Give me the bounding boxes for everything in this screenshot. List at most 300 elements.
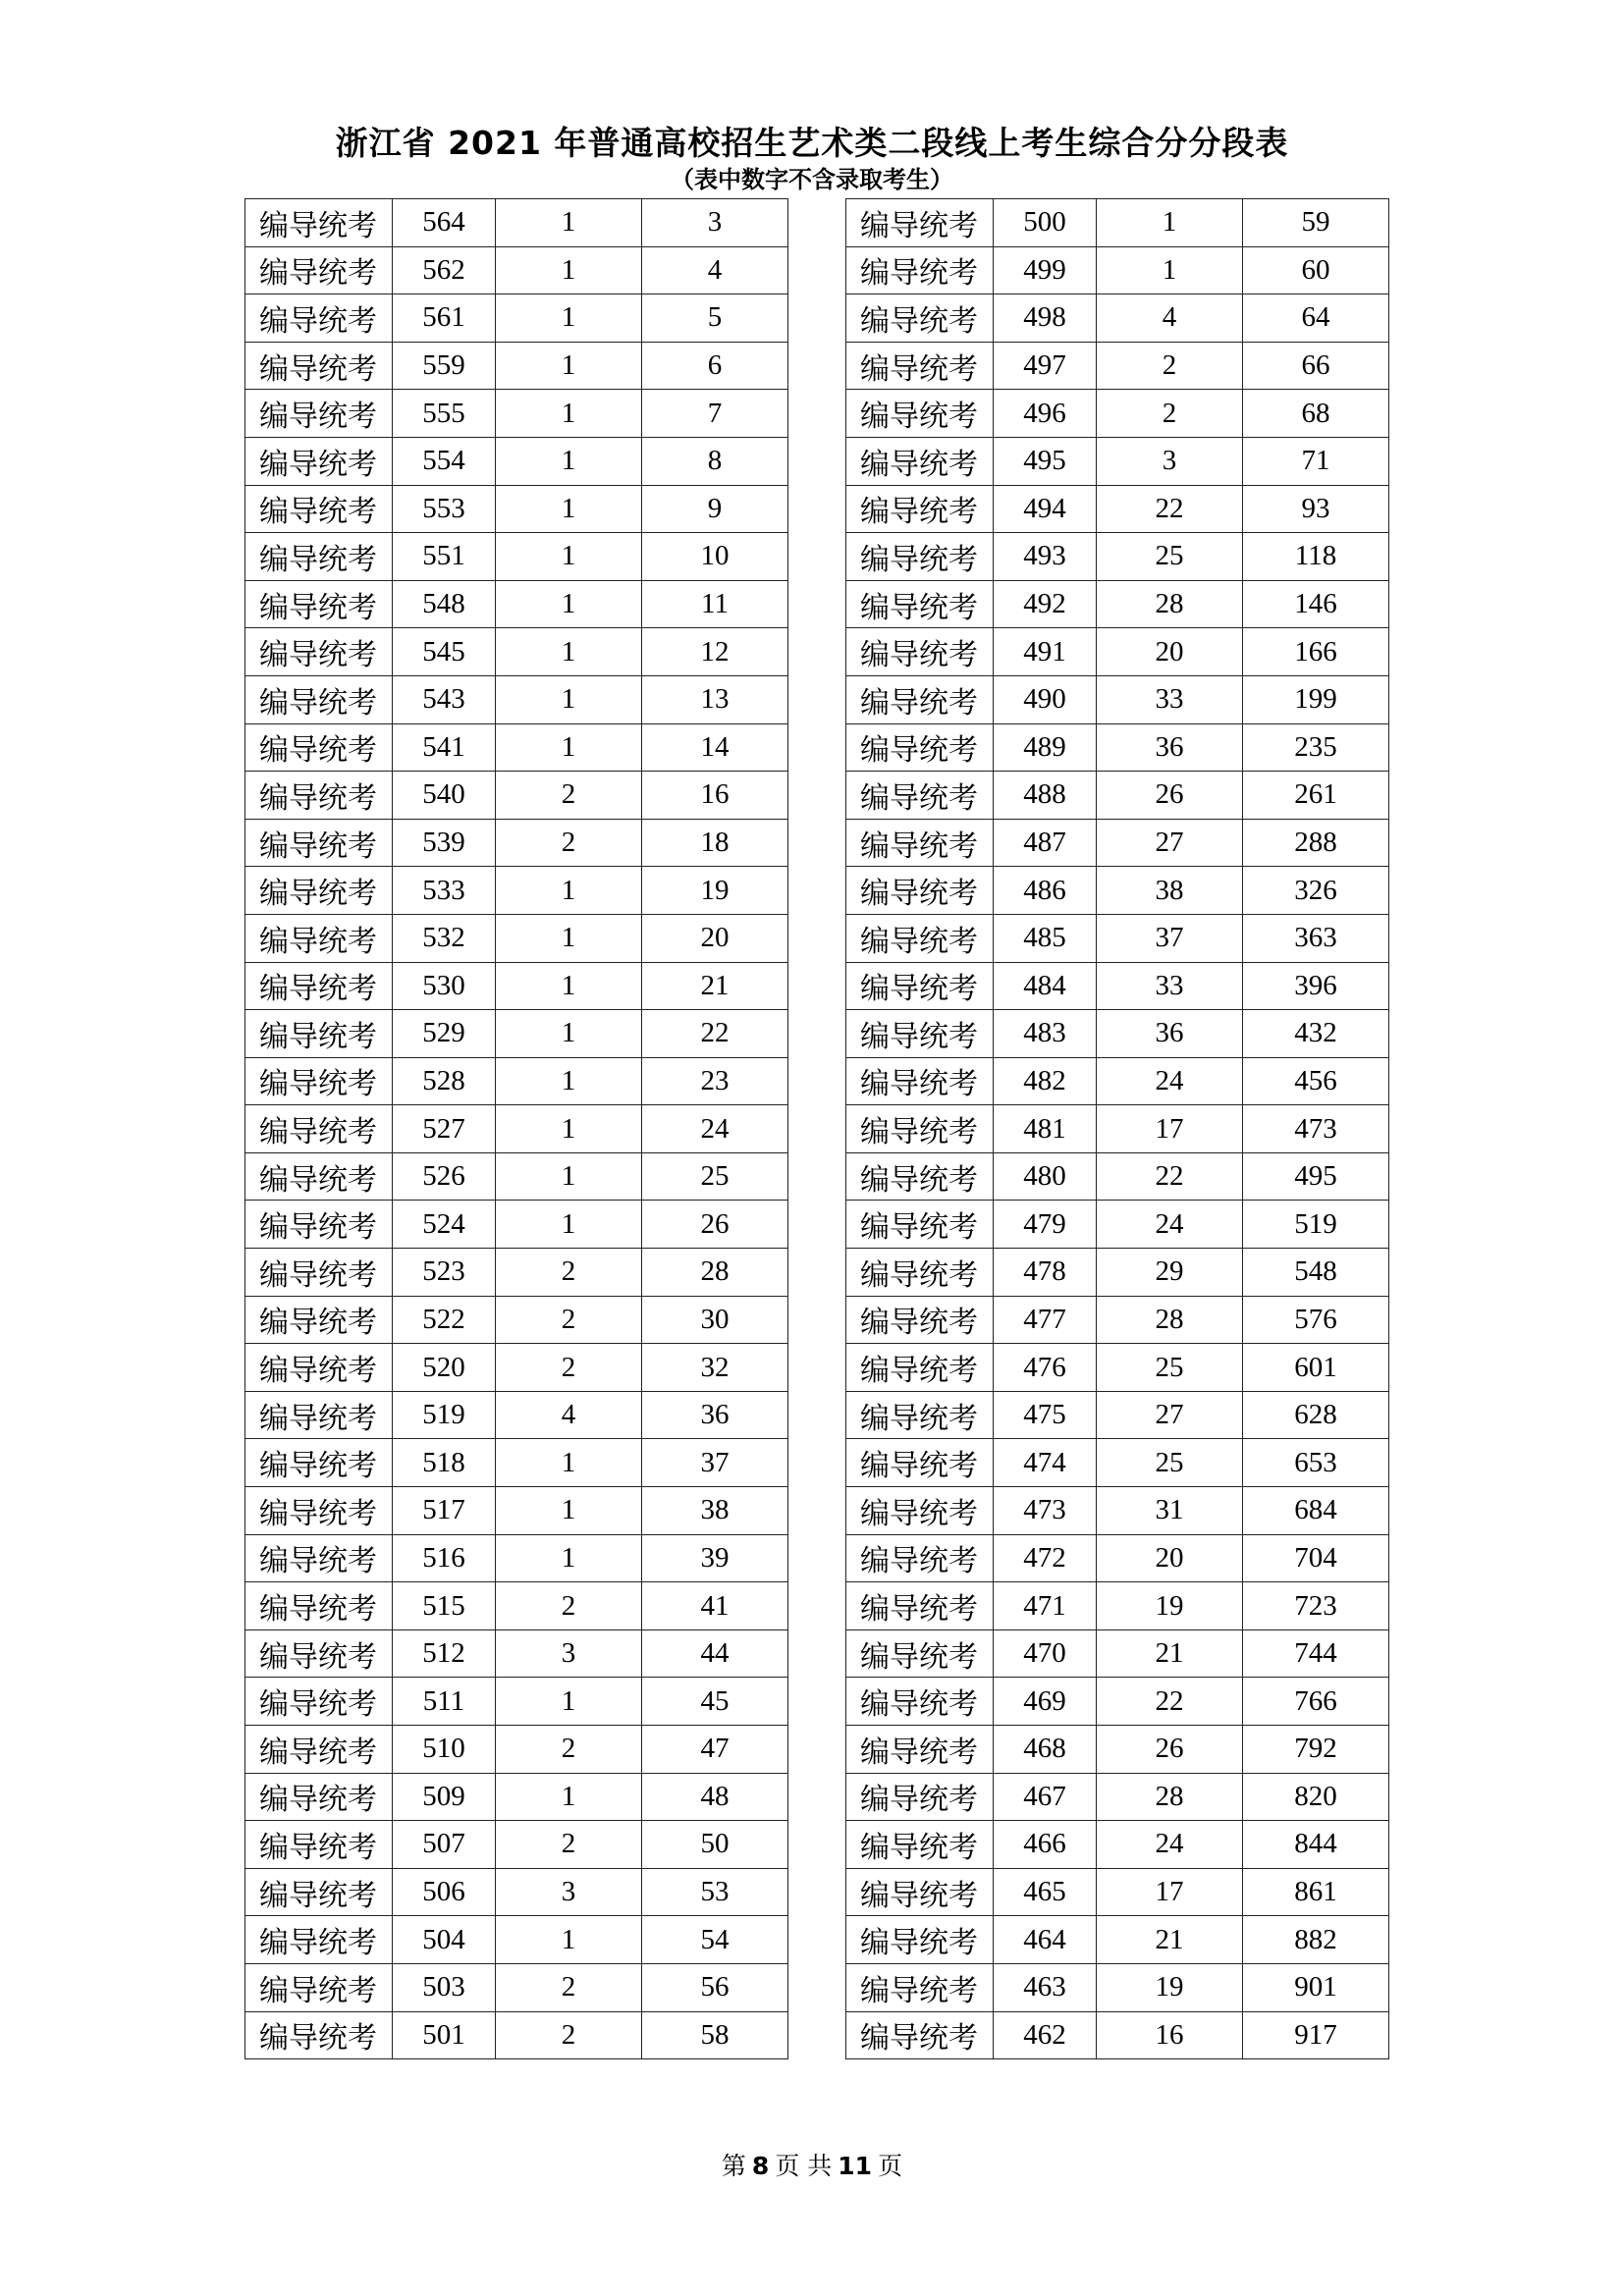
count-cell: 2 xyxy=(496,1821,642,1869)
category-cell: 编导统考 xyxy=(846,342,994,390)
count-cell: 1 xyxy=(496,962,642,1010)
table-row xyxy=(245,1629,788,1678)
cumulative-cell: 39 xyxy=(642,1534,788,1582)
score-cell: 543 xyxy=(393,675,496,723)
cumulative-cell: 146 xyxy=(1243,580,1389,628)
table-row xyxy=(846,819,1389,867)
score-cell: 553 xyxy=(393,485,496,533)
category-cell: 编导统考 xyxy=(846,1678,994,1726)
table-row xyxy=(245,437,788,485)
table-row xyxy=(245,1439,788,1487)
cumulative-cell: 58 xyxy=(642,2011,788,2059)
table-row xyxy=(245,1821,788,1869)
count-cell: 1 xyxy=(496,914,642,962)
count-cell: 31 xyxy=(1097,1487,1243,1535)
table-row xyxy=(245,819,788,867)
score-cell: 496 xyxy=(994,390,1097,438)
cumulative-cell: 11 xyxy=(642,580,788,628)
table-row xyxy=(846,1105,1389,1153)
category-cell: 编导统考 xyxy=(245,1582,393,1630)
score-cell: 484 xyxy=(994,962,1097,1010)
category-cell: 编导统考 xyxy=(846,675,994,723)
cumulative-cell: 684 xyxy=(1243,1487,1389,1535)
count-cell: 3 xyxy=(496,1629,642,1678)
table-row xyxy=(245,723,788,772)
score-cell: 494 xyxy=(994,485,1097,533)
count-cell: 29 xyxy=(1097,1249,1243,1297)
category-cell: 编导统考 xyxy=(245,1296,393,1344)
cumulative-cell: 12 xyxy=(642,628,788,676)
score-cell: 497 xyxy=(994,342,1097,390)
count-cell: 2 xyxy=(496,1582,642,1630)
score-cell: 470 xyxy=(994,1629,1097,1678)
table-row xyxy=(846,246,1389,294)
count-cell: 1 xyxy=(496,1439,642,1487)
category-cell: 编导统考 xyxy=(846,1726,994,1774)
score-cell: 510 xyxy=(393,1726,496,1774)
category-cell: 编导统考 xyxy=(846,2011,994,2059)
cumulative-cell: 473 xyxy=(1243,1105,1389,1153)
cumulative-cell: 199 xyxy=(1243,675,1389,723)
category-cell: 编导统考 xyxy=(846,1773,994,1821)
table-row xyxy=(846,1391,1389,1439)
table-row xyxy=(846,867,1389,915)
score-cell: 507 xyxy=(393,1821,496,1869)
category-cell: 编导统考 xyxy=(245,1391,393,1439)
score-cell: 498 xyxy=(994,294,1097,343)
category-cell: 编导统考 xyxy=(245,390,393,438)
score-cell: 493 xyxy=(994,533,1097,581)
score-cell: 518 xyxy=(393,1439,496,1487)
table-row xyxy=(846,1534,1389,1582)
cumulative-cell: 66 xyxy=(1243,342,1389,390)
score-cell: 511 xyxy=(393,1678,496,1726)
score-cell: 529 xyxy=(393,1010,496,1058)
cumulative-cell: 628 xyxy=(1243,1391,1389,1439)
count-cell: 25 xyxy=(1097,1439,1243,1487)
score-cell: 548 xyxy=(393,580,496,628)
category-cell: 编导统考 xyxy=(846,1916,994,1964)
category-cell: 编导统考 xyxy=(846,1629,994,1678)
cumulative-cell: 53 xyxy=(642,1868,788,1916)
cumulative-cell: 9 xyxy=(642,485,788,533)
count-cell: 1 xyxy=(496,1678,642,1726)
count-cell: 33 xyxy=(1097,962,1243,1010)
category-cell: 编导统考 xyxy=(846,628,994,676)
page-title: 浙江省 2021 年普通高校招生艺术类二段线上考生综合分分段表 xyxy=(335,124,1289,162)
score-cell: 472 xyxy=(994,1534,1097,1582)
count-cell: 1 xyxy=(496,1105,642,1153)
category-cell: 编导统考 xyxy=(245,867,393,915)
count-cell: 16 xyxy=(1097,2011,1243,2059)
table-row xyxy=(245,1105,788,1153)
count-cell: 20 xyxy=(1097,628,1243,676)
count-cell: 1 xyxy=(496,485,642,533)
category-cell: 编导统考 xyxy=(245,914,393,962)
count-cell: 24 xyxy=(1097,1057,1243,1105)
count-cell: 2 xyxy=(496,772,642,820)
cumulative-cell: 59 xyxy=(1243,199,1389,247)
score-cell: 506 xyxy=(393,1868,496,1916)
count-cell: 1 xyxy=(496,1487,642,1535)
cumulative-cell: 10 xyxy=(642,533,788,581)
score-cell: 519 xyxy=(393,1391,496,1439)
count-cell: 21 xyxy=(1097,1629,1243,1678)
table-row xyxy=(245,342,788,390)
score-cell: 499 xyxy=(994,246,1097,294)
count-cell: 1 xyxy=(496,1534,642,1582)
category-cell: 编导统考 xyxy=(245,772,393,820)
category-cell: 编导统考 xyxy=(245,437,393,485)
category-cell: 编导统考 xyxy=(245,1487,393,1535)
table-row xyxy=(846,1344,1389,1392)
category-cell: 编导统考 xyxy=(245,1916,393,1964)
score-cell: 527 xyxy=(393,1105,496,1153)
score-cell: 469 xyxy=(994,1678,1097,1726)
score-cell: 512 xyxy=(393,1629,496,1678)
table-row xyxy=(245,580,788,628)
category-cell: 编导统考 xyxy=(245,294,393,343)
cumulative-cell: 519 xyxy=(1243,1201,1389,1249)
count-cell: 1 xyxy=(496,246,642,294)
count-cell: 1 xyxy=(496,342,642,390)
table-row xyxy=(846,1629,1389,1678)
cumulative-cell: 495 xyxy=(1243,1152,1389,1201)
table-row xyxy=(846,437,1389,485)
cumulative-cell: 766 xyxy=(1243,1678,1389,1726)
score-cell: 524 xyxy=(393,1201,496,1249)
category-cell: 编导统考 xyxy=(846,1963,994,2011)
cumulative-cell: 60 xyxy=(1243,246,1389,294)
score-cell: 523 xyxy=(393,1249,496,1297)
count-cell: 2 xyxy=(496,1296,642,1344)
table-row xyxy=(245,1249,788,1297)
category-cell: 编导统考 xyxy=(245,819,393,867)
cumulative-cell: 118 xyxy=(1243,533,1389,581)
category-cell: 编导统考 xyxy=(245,1678,393,1726)
category-cell: 编导统考 xyxy=(245,342,393,390)
cumulative-cell: 432 xyxy=(1243,1010,1389,1058)
count-cell: 37 xyxy=(1097,914,1243,962)
score-cell: 540 xyxy=(393,772,496,820)
cumulative-cell: 24 xyxy=(642,1105,788,1153)
category-cell: 编导统考 xyxy=(846,1057,994,1105)
cumulative-cell: 723 xyxy=(1243,1582,1389,1630)
count-cell: 24 xyxy=(1097,1821,1243,1869)
count-cell: 22 xyxy=(1097,1678,1243,1726)
category-cell: 编导统考 xyxy=(245,1010,393,1058)
score-cell: 501 xyxy=(393,2011,496,2059)
category-cell: 编导统考 xyxy=(245,580,393,628)
cumulative-cell: 37 xyxy=(642,1439,788,1487)
table-row xyxy=(846,1963,1389,2011)
category-cell: 编导统考 xyxy=(846,819,994,867)
count-cell: 2 xyxy=(1097,390,1243,438)
cumulative-cell: 28 xyxy=(642,1249,788,1297)
category-cell: 编导统考 xyxy=(245,1821,393,1869)
count-cell: 26 xyxy=(1097,1726,1243,1774)
table-row xyxy=(846,723,1389,772)
cumulative-cell: 8 xyxy=(642,437,788,485)
score-cell: 485 xyxy=(994,914,1097,962)
score-cell: 564 xyxy=(393,199,496,247)
score-cell: 495 xyxy=(994,437,1097,485)
count-cell: 19 xyxy=(1097,1582,1243,1630)
count-cell: 4 xyxy=(496,1391,642,1439)
category-cell: 编导统考 xyxy=(245,1773,393,1821)
category-cell: 编导统考 xyxy=(245,1105,393,1153)
table-row xyxy=(245,1726,788,1774)
score-cell: 562 xyxy=(393,246,496,294)
cumulative-cell: 548 xyxy=(1243,1249,1389,1297)
footer-current-page: 8 xyxy=(751,2152,770,2180)
cumulative-cell: 19 xyxy=(642,867,788,915)
cumulative-cell: 235 xyxy=(1243,723,1389,772)
category-cell: 编导统考 xyxy=(846,914,994,962)
count-cell: 1 xyxy=(496,723,642,772)
cumulative-cell: 26 xyxy=(642,1201,788,1249)
count-cell: 38 xyxy=(1097,867,1243,915)
category-cell: 编导统考 xyxy=(846,390,994,438)
count-cell: 1 xyxy=(496,1057,642,1105)
score-cell: 504 xyxy=(393,1916,496,1964)
table-row xyxy=(245,1010,788,1058)
score-cell: 526 xyxy=(393,1152,496,1201)
category-cell: 编导统考 xyxy=(245,533,393,581)
cumulative-cell: 6 xyxy=(642,342,788,390)
cumulative-cell: 288 xyxy=(1243,819,1389,867)
table-row xyxy=(245,294,788,343)
score-cell: 559 xyxy=(393,342,496,390)
table-row xyxy=(846,1678,1389,1726)
score-cell: 468 xyxy=(994,1726,1097,1774)
table-row xyxy=(846,390,1389,438)
category-cell: 编导统考 xyxy=(846,1296,994,1344)
table-row xyxy=(245,1916,788,1964)
table-row xyxy=(245,914,788,962)
table-row xyxy=(245,246,788,294)
count-cell: 2 xyxy=(496,1344,642,1392)
score-cell: 465 xyxy=(994,1868,1097,1916)
category-cell: 编导统考 xyxy=(846,1868,994,1916)
score-cell: 517 xyxy=(393,1487,496,1535)
table-row xyxy=(245,1344,788,1392)
category-cell: 编导统考 xyxy=(846,1391,994,1439)
count-cell: 27 xyxy=(1097,819,1243,867)
table-row xyxy=(245,772,788,820)
score-cell: 489 xyxy=(994,723,1097,772)
table-row xyxy=(245,1582,788,1630)
score-cell: 474 xyxy=(994,1439,1097,1487)
table-row xyxy=(245,1678,788,1726)
count-cell: 36 xyxy=(1097,723,1243,772)
score-cell: 555 xyxy=(393,390,496,438)
cumulative-cell: 7 xyxy=(642,390,788,438)
table-row xyxy=(245,675,788,723)
category-cell: 编导统考 xyxy=(245,1152,393,1201)
table-row xyxy=(846,1249,1389,1297)
score-cell: 490 xyxy=(994,675,1097,723)
category-cell: 编导统考 xyxy=(245,723,393,772)
table-row xyxy=(846,1821,1389,1869)
cumulative-cell: 844 xyxy=(1243,1821,1389,1869)
cumulative-cell: 5 xyxy=(642,294,788,343)
table-row xyxy=(245,2011,788,2059)
cumulative-cell: 704 xyxy=(1243,1534,1389,1582)
cumulative-cell: 326 xyxy=(1243,867,1389,915)
category-cell: 编导统考 xyxy=(846,772,994,820)
table-row xyxy=(846,1201,1389,1249)
cumulative-cell: 820 xyxy=(1243,1773,1389,1821)
table-row xyxy=(245,390,788,438)
count-cell: 3 xyxy=(1097,437,1243,485)
category-cell: 编导统考 xyxy=(846,533,994,581)
table-row xyxy=(846,1010,1389,1058)
score-cell: 515 xyxy=(393,1582,496,1630)
count-cell: 2 xyxy=(1097,342,1243,390)
count-cell: 36 xyxy=(1097,1010,1243,1058)
count-cell: 28 xyxy=(1097,1773,1243,1821)
category-cell: 编导统考 xyxy=(846,867,994,915)
cumulative-cell: 456 xyxy=(1243,1057,1389,1105)
count-cell: 1 xyxy=(496,867,642,915)
score-cell: 503 xyxy=(393,1963,496,2011)
cumulative-cell: 21 xyxy=(642,962,788,1010)
category-cell: 编导统考 xyxy=(245,1344,393,1392)
category-cell: 编导统考 xyxy=(846,485,994,533)
cumulative-cell: 50 xyxy=(642,1821,788,1869)
category-cell: 编导统考 xyxy=(245,675,393,723)
table-row xyxy=(245,1963,788,2011)
category-cell: 编导统考 xyxy=(245,1534,393,1582)
cumulative-cell: 48 xyxy=(642,1773,788,1821)
category-cell: 编导统考 xyxy=(846,1821,994,1869)
table-row xyxy=(846,914,1389,962)
table-row xyxy=(846,1773,1389,1821)
category-cell: 编导统考 xyxy=(846,199,994,247)
category-cell: 编导统考 xyxy=(245,1629,393,1678)
table-row xyxy=(846,1439,1389,1487)
count-cell: 22 xyxy=(1097,485,1243,533)
category-cell: 编导统考 xyxy=(846,437,994,485)
cumulative-cell: 41 xyxy=(642,1582,788,1630)
score-cell: 551 xyxy=(393,533,496,581)
count-cell: 27 xyxy=(1097,1391,1243,1439)
score-cell: 500 xyxy=(994,199,1097,247)
count-cell: 22 xyxy=(1097,1152,1243,1201)
score-cell: 482 xyxy=(994,1057,1097,1105)
page-subtitle: （表中数字不含录取考生） xyxy=(671,166,953,193)
cumulative-cell: 56 xyxy=(642,1963,788,2011)
category-cell: 编导统考 xyxy=(846,294,994,343)
table-row xyxy=(846,1582,1389,1630)
score-cell: 478 xyxy=(994,1249,1097,1297)
table-row xyxy=(245,533,788,581)
count-cell: 1 xyxy=(1097,199,1243,247)
category-cell: 编导统考 xyxy=(846,1439,994,1487)
category-cell: 编导统考 xyxy=(245,199,393,247)
cumulative-cell: 32 xyxy=(642,1344,788,1392)
category-cell: 编导统考 xyxy=(245,628,393,676)
table-row xyxy=(846,199,1389,247)
cumulative-cell: 14 xyxy=(642,723,788,772)
table-row xyxy=(245,628,788,676)
table-row xyxy=(846,772,1389,820)
cumulative-cell: 38 xyxy=(642,1487,788,1535)
score-cell: 532 xyxy=(393,914,496,962)
count-cell: 17 xyxy=(1097,1868,1243,1916)
count-cell: 1 xyxy=(496,1010,642,1058)
category-cell: 编导统考 xyxy=(245,962,393,1010)
score-table-left xyxy=(244,198,788,2059)
score-cell: 491 xyxy=(994,628,1097,676)
cumulative-cell: 601 xyxy=(1243,1344,1389,1392)
count-cell: 1 xyxy=(496,1916,642,1964)
table-row xyxy=(846,1296,1389,1344)
category-cell: 编导统考 xyxy=(846,1582,994,1630)
count-cell: 1 xyxy=(496,675,642,723)
count-cell: 1 xyxy=(496,199,642,247)
cumulative-cell: 861 xyxy=(1243,1868,1389,1916)
footer-middle: 页 共 xyxy=(775,2152,833,2180)
count-cell: 1 xyxy=(496,1152,642,1201)
table-row xyxy=(846,1726,1389,1774)
table-row xyxy=(245,485,788,533)
category-cell: 编导统考 xyxy=(846,1201,994,1249)
score-cell: 492 xyxy=(994,580,1097,628)
count-cell: 2 xyxy=(496,819,642,867)
cumulative-cell: 16 xyxy=(642,772,788,820)
table-row xyxy=(846,342,1389,390)
table-row xyxy=(245,1773,788,1821)
score-cell: 464 xyxy=(994,1916,1097,1964)
count-cell: 1 xyxy=(496,437,642,485)
category-cell: 编导统考 xyxy=(846,580,994,628)
table-row xyxy=(846,533,1389,581)
page-footer xyxy=(0,2147,1624,2182)
cumulative-cell: 47 xyxy=(642,1726,788,1774)
score-cell: 522 xyxy=(393,1296,496,1344)
cumulative-cell: 3 xyxy=(642,199,788,247)
category-cell: 编导统考 xyxy=(846,1249,994,1297)
count-cell: 1 xyxy=(496,294,642,343)
score-cell: 520 xyxy=(393,1344,496,1392)
cumulative-cell: 901 xyxy=(1243,1963,1389,2011)
score-cell: 479 xyxy=(994,1201,1097,1249)
count-cell: 25 xyxy=(1097,1344,1243,1392)
table-row xyxy=(846,1916,1389,1964)
cumulative-cell: 18 xyxy=(642,819,788,867)
cumulative-cell: 22 xyxy=(642,1010,788,1058)
score-cell: 476 xyxy=(994,1344,1097,1392)
count-cell: 28 xyxy=(1097,1296,1243,1344)
count-cell: 1 xyxy=(496,1201,642,1249)
cumulative-cell: 917 xyxy=(1243,2011,1389,2059)
score-cell: 488 xyxy=(994,772,1097,820)
score-cell: 475 xyxy=(994,1391,1097,1439)
score-cell: 467 xyxy=(994,1773,1097,1821)
table-row xyxy=(245,199,788,247)
table-row xyxy=(245,1152,788,1201)
cumulative-cell: 30 xyxy=(642,1296,788,1344)
footer-total-pages: 11 xyxy=(838,2152,873,2180)
category-cell: 编导统考 xyxy=(846,1010,994,1058)
cumulative-cell: 20 xyxy=(642,914,788,962)
cumulative-cell: 744 xyxy=(1243,1629,1389,1678)
cumulative-cell: 36 xyxy=(642,1391,788,1439)
score-cell: 481 xyxy=(994,1105,1097,1153)
score-cell: 528 xyxy=(393,1057,496,1105)
